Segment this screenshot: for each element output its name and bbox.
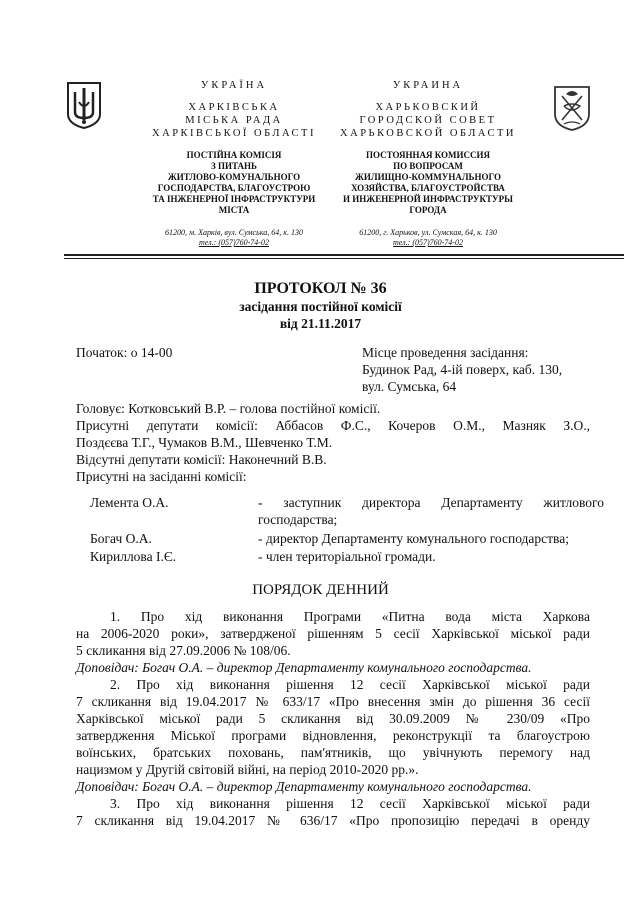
agenda-heading: ПОРЯДОК ДЕННИЙ — [252, 582, 389, 598]
kharkiv-coat-of-arms-icon — [552, 84, 592, 132]
committee-line: ЖИЛИЩНО-КОММУНАЛЬНОГО — [354, 172, 502, 182]
committee-line: З ПИТАНЬ — [210, 161, 257, 171]
agenda-line: воїнських, братських поховань, пам'ятників, що увічнують перемогу над — [76, 745, 590, 760]
committee-name — [118, 150, 350, 216]
guest-role — [258, 494, 604, 528]
agenda-reporter: Доповідач: Богач О.А. – директор Департаменту комунального господарства. — [76, 660, 532, 675]
guest-row: Лемента О.А. — [90, 495, 169, 510]
committee-line: ГОСПОДАРСТВА, БЛАГОУСТРОЮ — [157, 183, 311, 193]
chair-line: Головує: Котковський В.Р. – голова постійної комісії. — [76, 401, 381, 416]
agenda-item-2: 2. Про хід виконання рішення 12 сесії Харківської міської ради — [110, 677, 590, 692]
council-line: МІСЬКА РАДА — [185, 115, 283, 126]
agenda-item-1: 1. Про хід виконання Програми «Питна вода міста Харкова — [110, 609, 590, 624]
country-name: УКРАИНА — [392, 80, 464, 91]
ukraine-trident-icon — [64, 80, 104, 130]
committee-line: ПОСТОЯННАЯ КОМИССИЯ — [365, 150, 491, 160]
council-line: ГОРОДСКОЙ СОВЕТ — [359, 115, 497, 126]
absent-line: Відсутні депутати комісії: Наконечний В.В. — [76, 452, 327, 467]
agenda-reporter: Доповідач: Богач О.А. – директор Департаменту комунального господарства. — [76, 779, 532, 794]
header-rule-thick — [64, 254, 624, 256]
country-name: УКРАЇНА — [200, 80, 268, 91]
council-line: ХАРКІВСЬКА — [188, 102, 280, 113]
agenda-line: 7 скликання від 19.04.2017 № 633/17 «Про внесення змін до рішення 36 сесії — [76, 694, 590, 709]
committee-line: И ИНЖЕНЕРНОЙ ИНФРАСТРУКТУРЫ — [343, 194, 513, 204]
guest-role: - директор Департаменту комунального господарства; — [258, 531, 569, 546]
guest-role: - член територіальної громади. — [258, 549, 436, 564]
committee-line: ГОРОДА — [409, 205, 447, 215]
council-name — [118, 101, 350, 140]
committee-line: ТА ІНЖЕНЕРНОЇ ІНФРАСТРУКТУРИ — [152, 194, 316, 204]
agenda-line: на 2006-2020 роки», затвердженої рішенням 5 сесії Харківської міської ради — [76, 626, 590, 641]
guest-role-line: господарства; — [258, 512, 338, 527]
also-present-line: Присутні на засіданні комісії: — [76, 469, 247, 484]
committee-line: ЖИТЛОВО-КОМУНАЛЬНОГО — [167, 172, 301, 182]
committee-line: ПО ВОПРОСАМ — [393, 161, 463, 171]
committee-line: ХОЗЯЙСТВА, БЛАГОУСТРОЙСТВА — [351, 183, 505, 193]
present-line: Присутні депутати комісії: Аббасов Ф.С., Кочеров О.М., Мазняк З.О., — [76, 418, 590, 433]
guest-role-line: - заступник директора Департаменту житлового — [258, 495, 604, 510]
meeting-place — [362, 344, 602, 395]
phone: тел.: (057)760-74-02 — [393, 238, 463, 247]
agenda-line: Харківської міської ради 5 скликання від 30.09.2009 № 230/09 «Про — [76, 711, 590, 726]
committee-line: МІСТА — [218, 205, 250, 215]
protocol-title: ПРОТОКОЛ № 36 — [254, 280, 387, 297]
agenda-line: 5 скликання від 27.09.2006 № 108/06. — [76, 643, 291, 658]
council-line: ХАРКІВСЬКОЇ ОБЛАСТІ — [152, 128, 316, 139]
council-name — [322, 101, 534, 140]
present-line: Поздєєва Т.Г., Чумаков В.М., Шевченко Т.М. — [76, 435, 333, 450]
council-line: ХАРЬКОВСКОЙ ОБЛАСТИ — [340, 128, 516, 139]
agenda-body — [76, 608, 590, 829]
header-rule-thin — [64, 258, 624, 259]
letterhead-left — [118, 80, 350, 248]
agenda-line: затвердження Міської програми відновлення, реконструкції та благоустрою — [76, 728, 590, 743]
agenda-line: 7 скликання від 19.04.2017 № 636/17 «Про пропозицію передачі в оренду — [76, 813, 590, 828]
place-line: Будинок Рад, 4-ій поверх, каб. 130, — [362, 362, 563, 377]
committee-line: ПОСТІЙНА КОМІСІЯ — [186, 150, 282, 160]
start-time: Початок: о 14-00 — [76, 345, 173, 360]
place-line: вул. Сумська, 64 — [362, 379, 457, 394]
council-line: ХАРЬКОВСКИЙ — [375, 102, 481, 113]
attendance-block — [76, 400, 590, 485]
committee-name — [322, 150, 534, 216]
protocol-subtitle: засідання постійної комісії — [239, 299, 402, 314]
address: 61200, м. Харків, вул. Сумська, 64, к. 130 — [165, 228, 303, 237]
agenda-line: нацизмом у Другій світовій війні, на період 2010-2020 рр.». — [76, 762, 419, 777]
letterhead-right — [322, 80, 534, 248]
protocol-date: від 21.11.2017 — [279, 316, 362, 331]
guest-row: Богач О.А. — [90, 531, 152, 546]
phone: тел.: (057)760-74-02 — [199, 238, 269, 247]
guest-row: Кириллова І.Є. — [90, 549, 177, 564]
agenda-item-3: 3. Про хід виконання рішення 12 сесії Харківської міської ради — [110, 796, 590, 811]
address: 61200, г. Харьков, ул. Сумская, 64, к. 130 — [359, 228, 497, 237]
place-label: Місце проведення засідання: — [362, 345, 529, 360]
